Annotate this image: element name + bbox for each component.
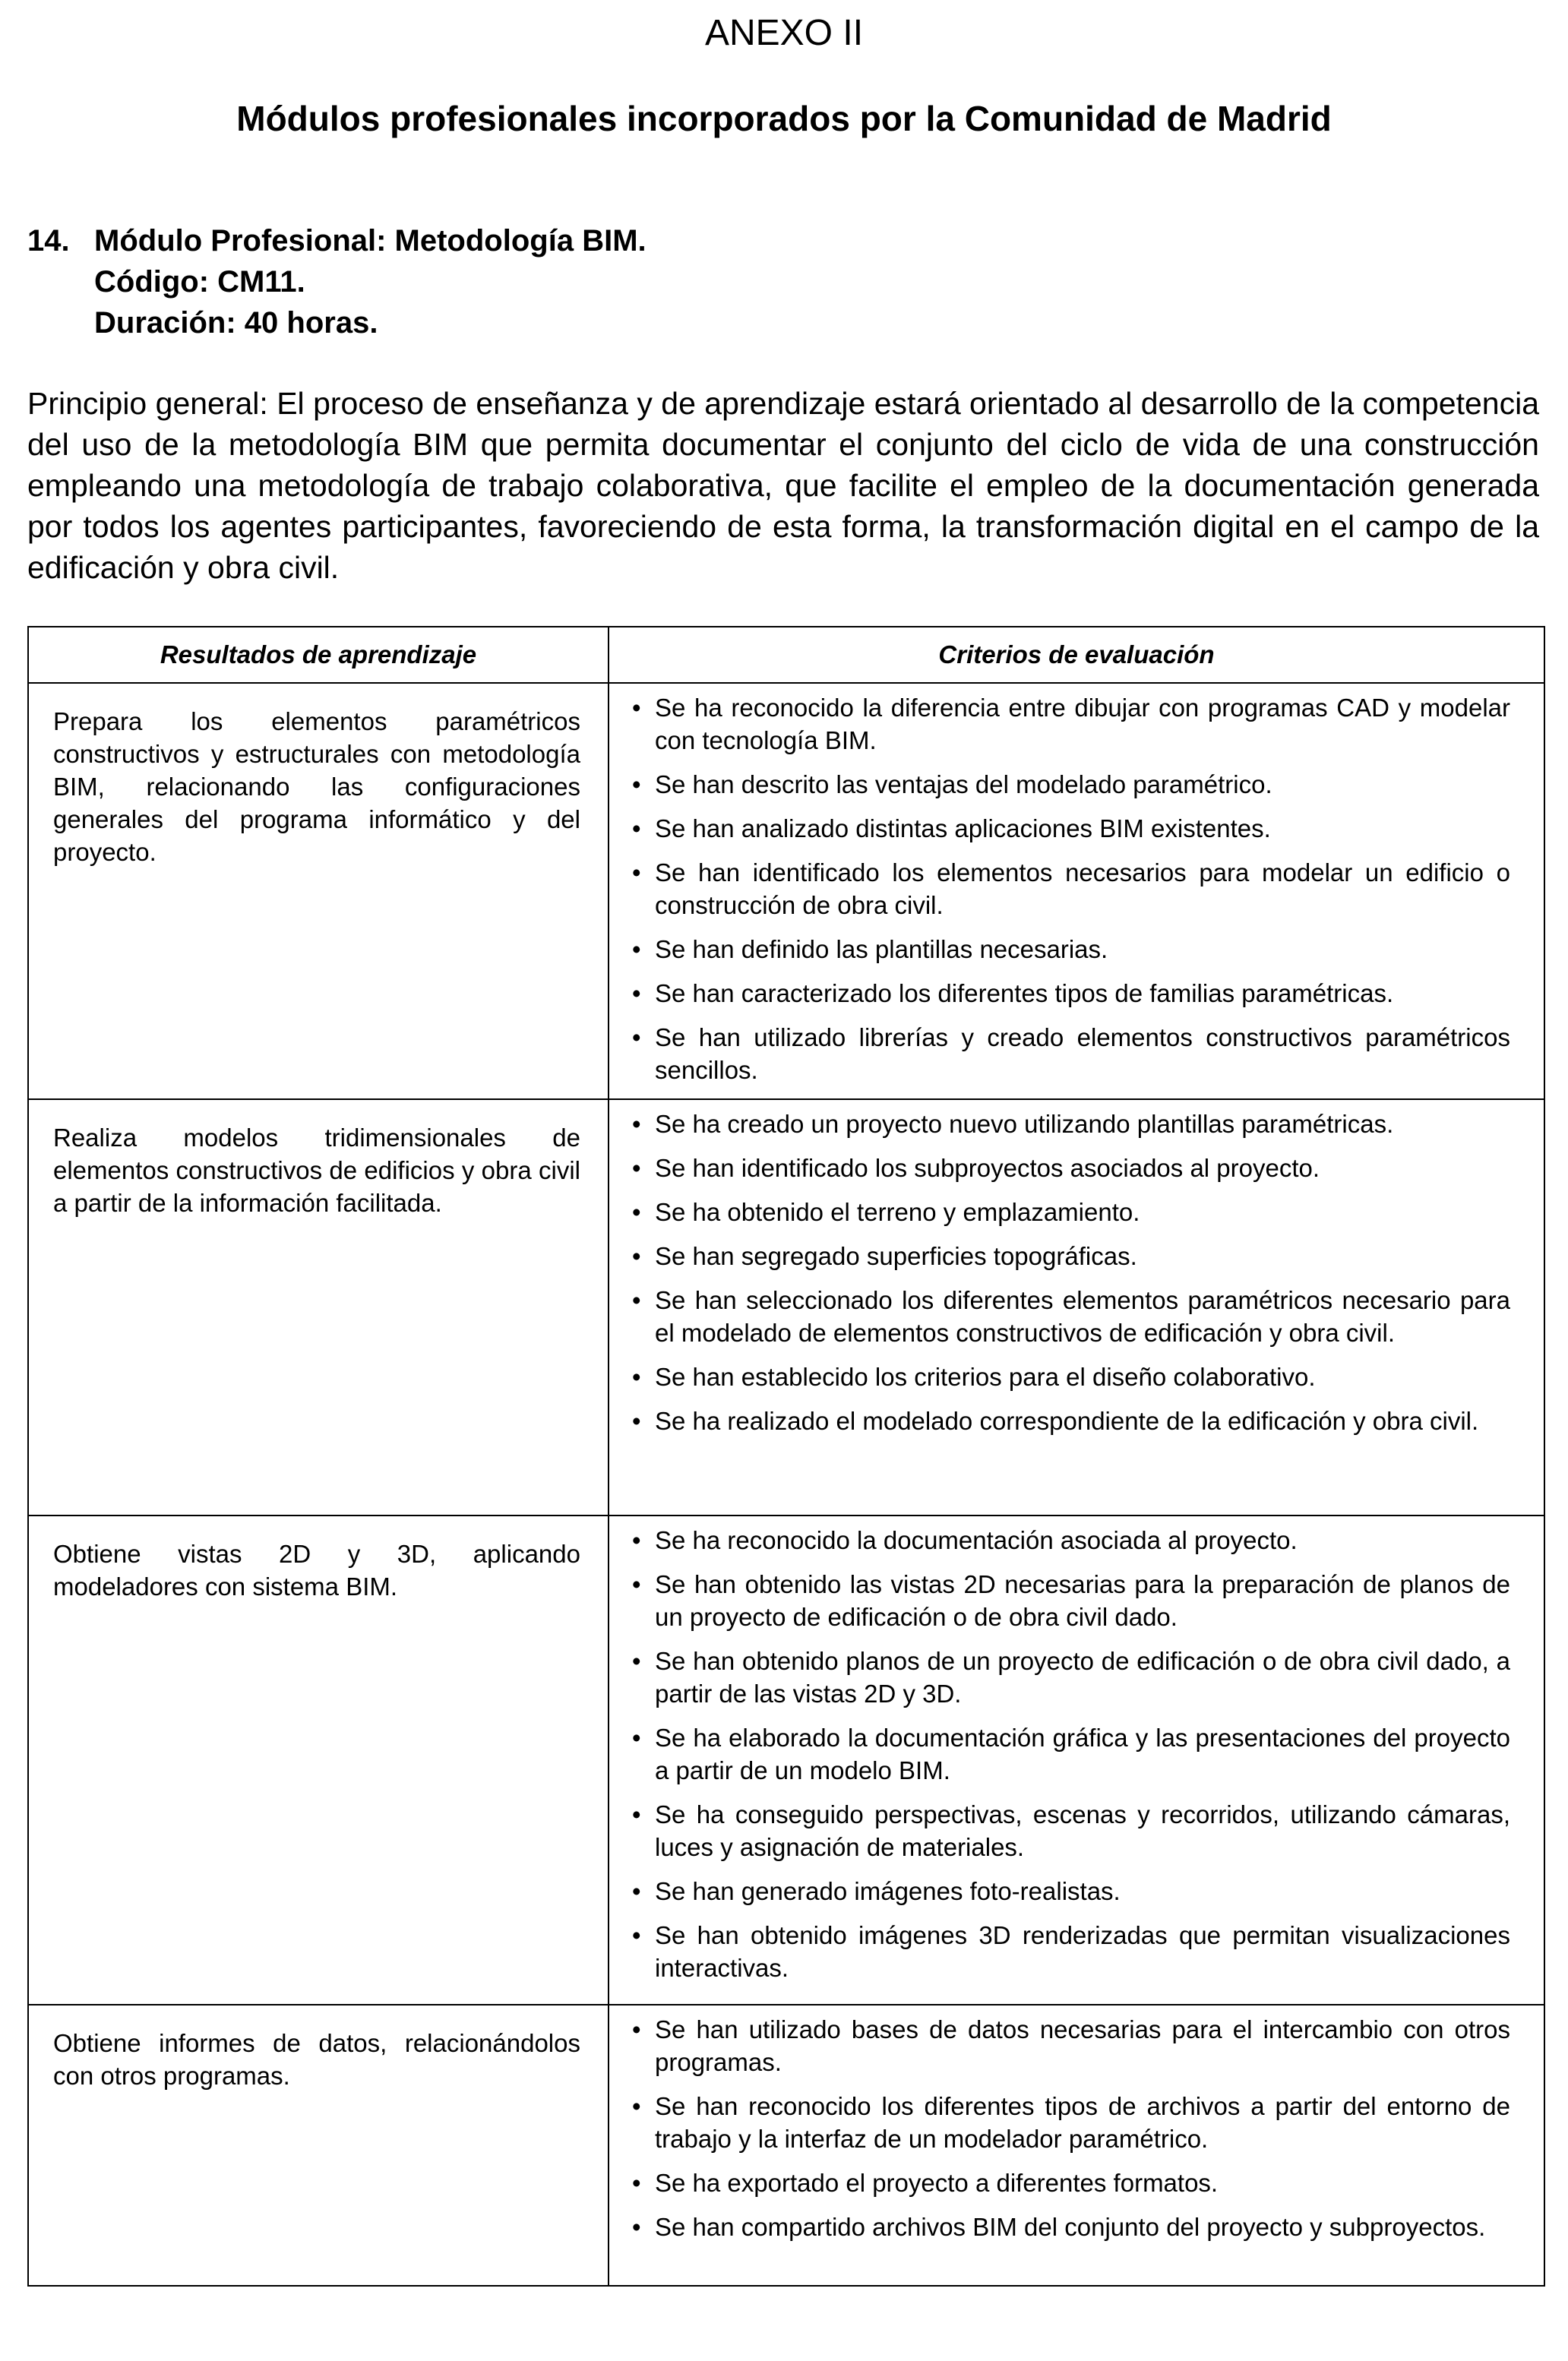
criterion-item: • Se han identificado los elementos necesarios para modelar un edificio o construcción de obra civil. bbox=[632, 856, 1510, 921]
criterion-item: • Se han identificado los subproyectos asociados al proyecto. bbox=[632, 1152, 1510, 1184]
criteria-list bbox=[632, 691, 1510, 1086]
criterion-item: • Se ha exportado el proyecto a diferentes formatos. bbox=[632, 2167, 1510, 2199]
bullet-icon: • bbox=[632, 770, 641, 798]
criterion-item: • Se han utilizado bases de datos necesarias para el intercambio con otros programas. bbox=[632, 2013, 1510, 2078]
criterion-item: • Se han generado imágenes foto-realistas. bbox=[632, 1875, 1510, 1907]
bullet-icon: • bbox=[632, 814, 641, 842]
table-header-row bbox=[28, 627, 1544, 683]
table-row bbox=[28, 1516, 1544, 2005]
bullet-icon: • bbox=[632, 1023, 641, 1051]
bullet-icon: • bbox=[632, 1110, 641, 1138]
bullet-icon: • bbox=[632, 1242, 641, 1270]
criterion-item: • Se ha creado un proyecto nuevo utilizando plantillas paramétricas. bbox=[632, 1108, 1510, 1140]
bullet-icon: • bbox=[632, 1877, 641, 1905]
module-duration: Duración: 40 horas. bbox=[94, 306, 378, 340]
bullet-icon: • bbox=[632, 979, 641, 1007]
criterion-item: • Se ha obtenido el terreno y emplazamiento. bbox=[632, 1196, 1510, 1228]
bullet-icon: • bbox=[632, 858, 641, 887]
criterion-item: • Se ha elaborado la documentación gráfica y las presentaciones del proyecto a partir de un modelo BIM. bbox=[632, 1721, 1510, 1787]
header-evaluation-criteria: Criterios de evaluación bbox=[609, 627, 1544, 683]
criteria-list bbox=[632, 2013, 1510, 2243]
bullet-icon: • bbox=[632, 1407, 641, 1435]
criterion-item: • Se han analizado distintas aplicaciones BIM existentes. bbox=[632, 812, 1510, 845]
criterion-item: • Se ha realizado el modelado correspondiente de la edificación y obra civil. bbox=[632, 1405, 1510, 1437]
bullet-icon: • bbox=[632, 1286, 641, 1314]
criterion-item: • Se han utilizado librerías y creado elementos constructivos paramétricos sencillos. bbox=[632, 1021, 1510, 1086]
bullet-icon: • bbox=[632, 1154, 641, 1182]
table-row bbox=[28, 683, 1544, 1099]
criterion-item: • Se han definido las plantillas necesarias. bbox=[632, 933, 1510, 966]
bullet-icon: • bbox=[632, 1647, 641, 1675]
criteria-cell bbox=[609, 1099, 1544, 1516]
bullet-icon: • bbox=[632, 1363, 641, 1391]
learning-result: Obtiene informes de datos, relacionándolos con otros programas. bbox=[28, 2005, 609, 2286]
criterion-item: • Se ha reconocido la diferencia entre dibujar con programas CAD y modelar con tecnología BIM. bbox=[632, 691, 1510, 757]
criterion-item: • Se han obtenido las vistas 2D necesarias para la preparación de planos de un proyecto de edificación o de obra civil dado. bbox=[632, 1568, 1510, 1633]
criterion-item: • Se han compartido archivos BIM del conjunto del proyecto y subproyectos. bbox=[632, 2211, 1510, 2243]
header-learning-results: Resultados de aprendizaje bbox=[28, 627, 609, 683]
learning-result: Prepara los elementos paramétricos constructivos y estructurales con metodología BIM, relacionando las configuraciones generales del programa informático y del proyecto. bbox=[28, 683, 609, 1099]
criterion-item: • Se han seleccionado los diferentes elementos paramétricos necesario para el modelado de elementos constructivos de edificación y obra civil. bbox=[632, 1284, 1510, 1349]
criterion-item: • Se ha conseguido perspectivas, escenas y recorridos, utilizando cámaras, luces y asignación de materiales. bbox=[632, 1798, 1510, 1863]
criterion-item: • Se ha reconocido la documentación asociada al proyecto. bbox=[632, 1524, 1510, 1557]
criterion-item: • Se han segregado superficies topográficas. bbox=[632, 1240, 1510, 1272]
module-header bbox=[27, 220, 1091, 343]
criteria-cell bbox=[609, 1516, 1544, 2005]
bullet-icon: • bbox=[632, 935, 641, 963]
bullet-icon: • bbox=[632, 1570, 641, 1598]
bullet-icon: • bbox=[632, 2169, 641, 2197]
learning-result: Realiza modelos tridimensionales de elementos constructivos de edificios y obra civil a partir de la información facilitada. bbox=[28, 1099, 609, 1516]
criteria-cell bbox=[609, 2005, 1544, 2286]
bullet-icon: • bbox=[632, 2213, 641, 2241]
bullet-icon: • bbox=[632, 2015, 641, 2043]
bullet-icon: • bbox=[632, 1724, 641, 1752]
bullet-icon: • bbox=[632, 1800, 641, 1828]
bullet-icon: • bbox=[632, 1526, 641, 1554]
bullet-icon: • bbox=[632, 694, 641, 722]
criterion-item: • Se han descrito las ventajas del modelado paramétrico. bbox=[632, 768, 1510, 801]
annex-title: ANEXO II bbox=[704, 13, 864, 53]
module-code: Código: CM11. bbox=[94, 265, 305, 299]
criterion-item: • Se han obtenido planos de un proyecto de edificación o de obra civil dado, a partir de las vistas 2D y 3D. bbox=[632, 1645, 1510, 1710]
learning-result: Obtiene vistas 2D y 3D, aplicando modeladores con sistema BIM. bbox=[28, 1516, 609, 2005]
criterion-item: • Se han establecido los criterios para el diseño colaborativo. bbox=[632, 1361, 1510, 1393]
bullet-icon: • bbox=[632, 2092, 641, 2120]
bullet-icon: • bbox=[632, 1198, 641, 1226]
document-subtitle: Módulos profesionales incorporados por la Comunidad de Madrid bbox=[236, 99, 1332, 138]
criterion-item: • Se han obtenido imágenes 3D renderizadas que permitan visualizaciones interactivas. bbox=[632, 1919, 1510, 1984]
table-row bbox=[28, 1099, 1544, 1516]
criterion-item: • Se han reconocido los diferentes tipos de archivos a partir del entorno de trabajo y la interfaz de un modelador paramétrico. bbox=[632, 2090, 1510, 2155]
module-name: Módulo Profesional: Metodología BIM. bbox=[94, 224, 646, 258]
table-row bbox=[28, 2005, 1544, 2286]
criteria-cell bbox=[609, 683, 1544, 1099]
bullet-icon: • bbox=[632, 1921, 641, 1949]
criteria-list bbox=[632, 1524, 1510, 1984]
criteria-list bbox=[632, 1108, 1510, 1437]
general-principle: Principio general: El proceso de enseñanza y de aprendizaje estará orientado al desarrollo de la competencia del uso de la metodología BIM que permita documentar el conjunto del ciclo de vida de una construcción empleando una metodología de trabajo colaborativa, que facilite el empleo de la documentación generada por todos los agentes participantes, favoreciendo de esta forma, la transformación digital en el campo de la edificación y obra civil. bbox=[27, 386, 1539, 585]
criteria-table bbox=[27, 626, 1545, 2287]
criterion-item: • Se han caracterizado los diferentes tipos de familias paramétricas. bbox=[632, 977, 1510, 1010]
module-number: 14. bbox=[27, 224, 70, 258]
